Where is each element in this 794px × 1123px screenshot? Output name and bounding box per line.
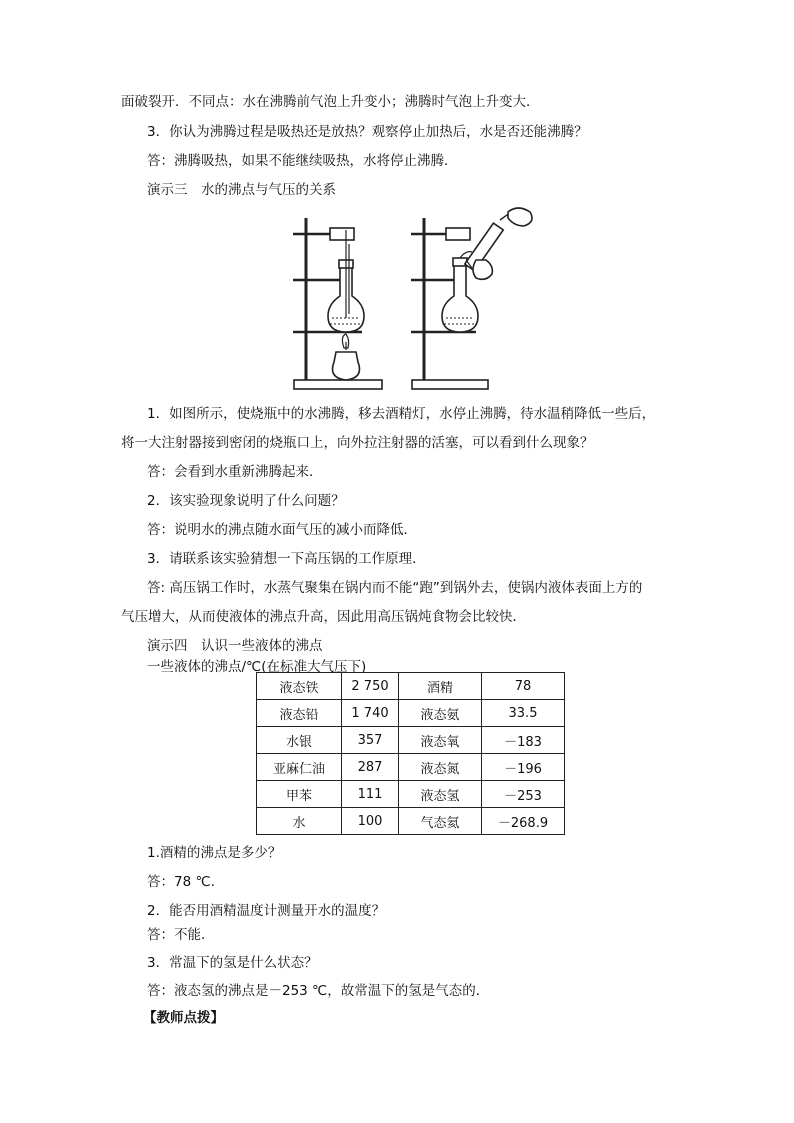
table-row: [257, 700, 565, 727]
table-cell: －196: [482, 754, 565, 781]
table-row: [257, 781, 565, 808]
question-2: 2．该实验现象说明了什么问题？: [147, 493, 345, 509]
table-cell: 亚麻仁油: [257, 754, 342, 781]
table-cell: 水: [257, 808, 342, 835]
table-cell: 液态铅: [257, 700, 342, 727]
table-question-2: 2．能否用酒精温度计测量开水的温度？: [147, 903, 386, 919]
table-cell: 357: [342, 727, 399, 754]
table-cell: 酒精: [399, 673, 482, 700]
left-apparatus: [293, 218, 382, 389]
table-row: [257, 727, 565, 754]
table-cell: －183: [482, 727, 565, 754]
answer-1: 答：会看到水重新沸腾起来．: [147, 464, 323, 480]
teacher-tips-heading: 【教师点拨】: [143, 1010, 224, 1026]
table-cell: 液态氧: [399, 727, 482, 754]
right-apparatus: [411, 208, 532, 389]
answer-3-boiling: 答：沸腾吸热，如果不能继续吸热，水将停止沸腾．: [147, 153, 458, 169]
experiment-figure: [288, 204, 550, 394]
table-cell: 111: [342, 781, 399, 808]
question-3-boiling: 3．你认为沸腾过程是吸热还是放热？观察停止加热后，水是否还能沸腾？: [147, 124, 588, 140]
table-answer-3: 答：液态氢的沸点是－253 ℃，故常温下的氢是气态的．: [147, 983, 490, 999]
question-1a: 1．如图所示，使烧瓶中的水沸腾，移去酒精灯，水停止沸腾，待水温稍降低一些后，: [147, 406, 656, 422]
table-caption: 一些液体的沸点/℃(在标准大气压下): [147, 659, 367, 675]
question-1b: 将一大注射器接到密闭的烧瓶口上，向外拉注射器的活塞，可以看到什么现象？: [121, 435, 594, 451]
question-3: 3．请联系该实验猜想一下高压锅的工作原理．: [147, 551, 426, 567]
table-cell: 水银: [257, 727, 342, 754]
answer-2: 答：说明水的沸点随水面气压的减小而降低．: [147, 522, 417, 538]
answer-3a: 答: 高压锅工作时，水蒸气聚集在锅内而不能“跑”到锅外去，使锅内液体表面上方的: [147, 580, 643, 596]
table-cell: 液态氮: [399, 754, 482, 781]
section-heading-demo3: 演示三 水的沸点与气压的关系: [147, 182, 336, 198]
boiling-point-table: [256, 672, 565, 835]
table-row: [257, 754, 565, 781]
table-cell: －268.9: [482, 808, 565, 835]
table-cell: －253: [482, 781, 565, 808]
table-cell: 甲苯: [257, 781, 342, 808]
table-cell: 液态氢: [399, 781, 482, 808]
table-cell: 液态氨: [399, 700, 482, 727]
table-cell: 1 740: [342, 700, 399, 727]
table-question-3: 3．常温下的氢是什么状态？: [147, 955, 318, 971]
table-cell: 2 750: [342, 673, 399, 700]
table-cell: 气态氦: [399, 808, 482, 835]
table-cell: 100: [342, 808, 399, 835]
table-cell: 287: [342, 754, 399, 781]
answer-3b: 气压增大，从而使液体的沸点升高，因此用高压锅炖食物会比较快．: [121, 609, 526, 625]
table-row: [257, 808, 565, 835]
table-answer-2: 答：不能．: [147, 927, 215, 943]
table-cell: 液态铁: [257, 673, 342, 700]
text-line: 面破裂开．不同点：水在沸腾前气泡上升变小；沸腾时气泡上升变大．: [121, 94, 540, 110]
section-heading-demo4: 演示四 认识一些液体的沸点: [147, 638, 323, 654]
table-cell: 33.5: [482, 700, 565, 727]
table-row: [257, 673, 565, 700]
table-cell: 78: [482, 673, 565, 700]
table-question-1: 1.酒精的沸点是多少？: [147, 845, 282, 861]
table-answer-1: 答：78 ℃.: [147, 874, 215, 890]
